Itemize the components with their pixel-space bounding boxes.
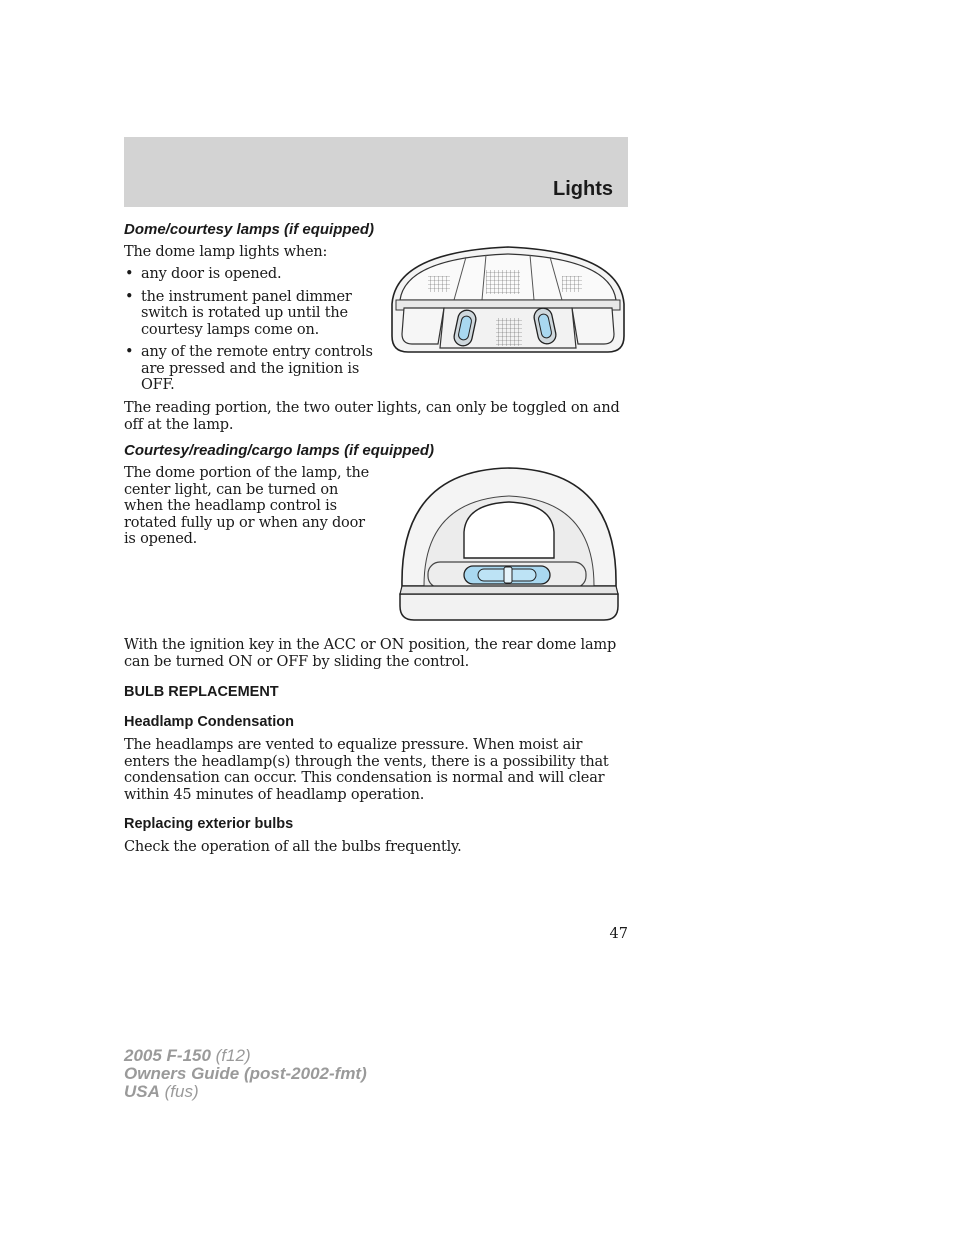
cargo-lamps-body: The dome portion of the lamp, the center light, can be turned on when the headlamp control is rotated fully up or when any door is opened. bbox=[124, 465, 369, 547]
dome-intro-text: The dome lamp lights when: bbox=[124, 244, 328, 260]
footer-guide: Owners Guide (post-2002-fmt) bbox=[124, 1064, 367, 1083]
footer-model-code: (f12) bbox=[210, 1046, 251, 1065]
page-number: 47 bbox=[609, 926, 628, 942]
condensation-heading: Headlamp Condensation bbox=[124, 714, 294, 730]
cargo-lamp-illustration bbox=[398, 466, 620, 624]
footer-market-code: (fus) bbox=[159, 1082, 199, 1101]
document-footer bbox=[124, 1047, 367, 1101]
dome-conditions-list bbox=[124, 266, 374, 400]
dome-lamps-heading: Dome/courtesy lamps (if equipped) bbox=[124, 221, 375, 238]
bulb-replacement-heading: BULB REPLACEMENT bbox=[124, 684, 279, 700]
section-title: Lights bbox=[553, 178, 613, 200]
section-header-band bbox=[124, 137, 628, 207]
reading-portion-note: The reading portion, the two outer lights, can only be toggled on and off at the lamp. bbox=[124, 400, 620, 433]
exterior-bulbs-body: Check the operation of all the bulbs frequently. bbox=[124, 839, 462, 855]
cargo-lamps-heading: Courtesy/reading/cargo lamps (if equipped) bbox=[124, 442, 435, 459]
list-item: • the instrument panel dimmer switch is rotated up until the courtesy lamps come on. bbox=[124, 289, 374, 339]
dome-lamp-illustration bbox=[386, 244, 630, 356]
footer-model: 2005 F-150 bbox=[124, 1046, 211, 1065]
list-item: • any door is opened. bbox=[124, 266, 374, 283]
footer-market: USA bbox=[124, 1082, 160, 1101]
condensation-body: The headlamps are vented to equalize pressure. When moist air enters the headlamp(s) through the vents, there is a possibility that condensation can occur. This condensation is normal and will clear within 45 minutes of headlamp operation. bbox=[124, 737, 609, 803]
rear-dome-note: With the ignition key in the ACC or ON position, the rear dome lamp can be turned ON or OFF by sliding the control. bbox=[124, 637, 617, 670]
exterior-bulbs-heading: Replacing exterior bulbs bbox=[124, 816, 294, 832]
list-item: • any of the remote entry controls are pressed and the ignition is OFF. bbox=[124, 344, 374, 394]
